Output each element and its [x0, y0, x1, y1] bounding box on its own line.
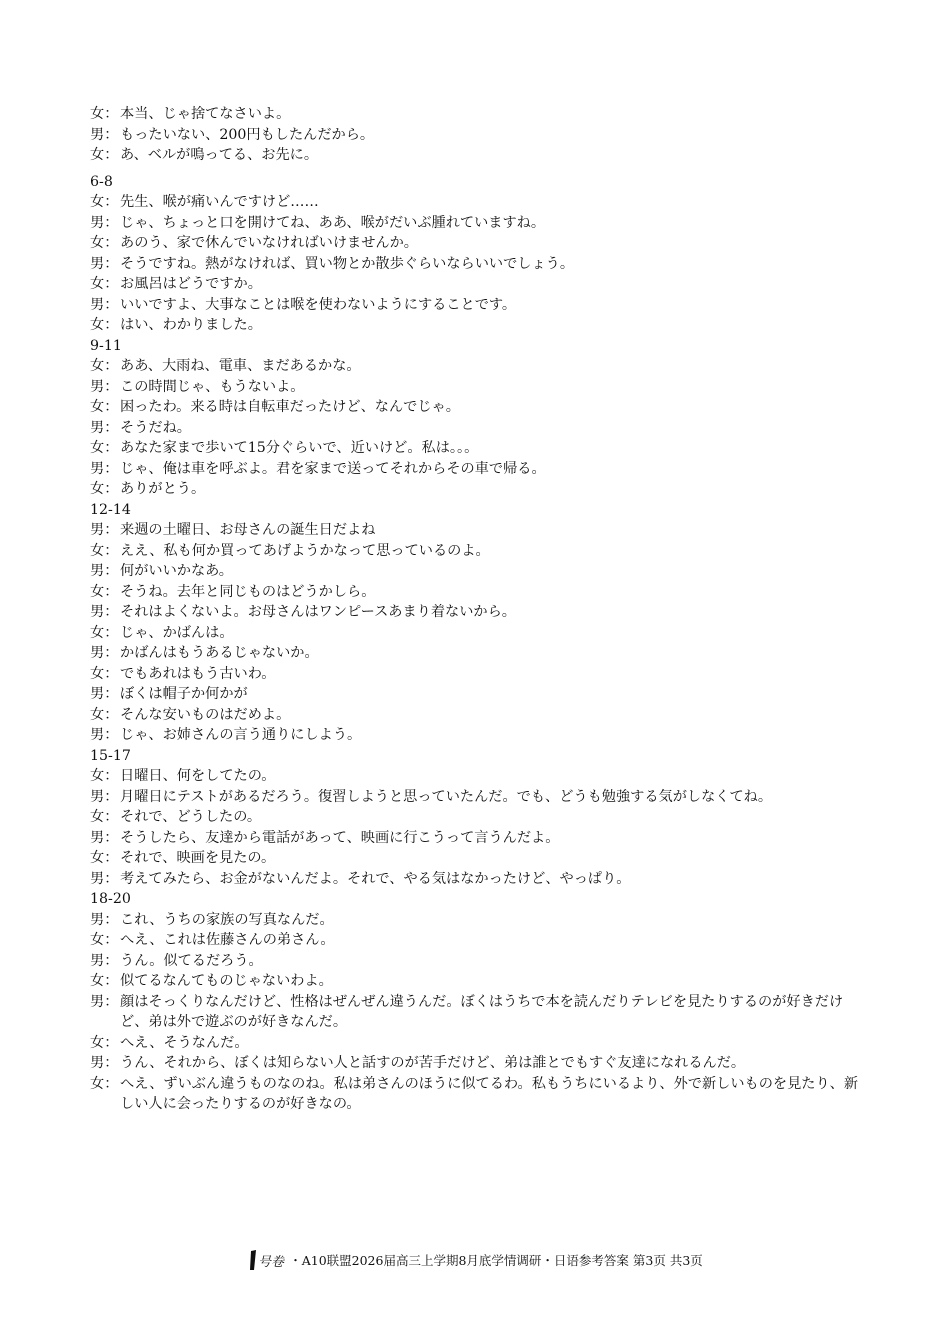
dialogue-line: [90, 1053, 870, 1074]
speaker-label: 女：: [90, 706, 119, 723]
speaker-label: 女：: [90, 194, 119, 210]
line-text: ありがとう。: [120, 481, 206, 497]
speaker-label: 女：: [90, 932, 119, 948]
speaker-label: 女：: [90, 1034, 119, 1051]
speaker-label: 男：: [90, 604, 119, 620]
dialogue-line: [90, 145, 870, 166]
dialogue-line: [90, 869, 870, 890]
brand-logo-icon: [247, 1248, 285, 1272]
dialogue-line: [90, 725, 870, 746]
speaker-label: 女：: [90, 317, 119, 333]
line-text: そんな安いものはだめよ。: [120, 706, 291, 723]
speaker-label: 男：: [90, 296, 119, 313]
line-text: 似てるなんてものじゃないわよ。: [120, 973, 333, 989]
section-heading: 9-11: [90, 337, 122, 354]
dialogue-line: [90, 766, 870, 787]
speaker-label: 女：: [90, 665, 119, 682]
speaker-label: 男：: [90, 563, 119, 579]
speaker-label: 女：: [90, 542, 119, 559]
speaker-label: 女：: [90, 624, 119, 641]
speaker-label: 男：: [90, 727, 119, 743]
transcript: [90, 104, 870, 1115]
dialogue-line: [90, 438, 870, 459]
dialogue-line: [90, 274, 870, 295]
footer-text: ・A10联盟2026届高三上学期8月底学情调研・日语参考答案 第3页 共3页: [289, 1253, 703, 1268]
line-text: それはよくないよ。お母さんはワンピースあまり着ないから。: [120, 604, 516, 620]
dialogue-line: [90, 828, 870, 849]
line-text: へえ、これは佐藤さんの弟さん。: [120, 932, 335, 948]
speaker-label: 男：: [90, 460, 119, 477]
dialogue-line: [90, 356, 870, 377]
dialogue-line: [90, 910, 870, 931]
speaker-label: 男：: [90, 378, 119, 395]
dialogue-line: [90, 213, 870, 234]
line-text: お風呂はどうですか。: [120, 276, 262, 292]
line-text: あのう、家で休んでいなければいけませんか。: [120, 235, 418, 251]
dialogue-line: [90, 104, 870, 125]
dialogue-line: [90, 643, 870, 664]
dialogue-line: [90, 623, 870, 644]
dialogue-line: [90, 602, 870, 623]
page-footer: [0, 1248, 950, 1272]
dialogue-line: [90, 930, 870, 951]
line-text: いいですよ、大事なことは喉を使わないようにすることです。: [120, 296, 517, 313]
line-text: そうですね。熱がなければ、買い物とか散歩ぐらいならいいでしょう。: [120, 255, 575, 272]
speaker-label: 男：: [90, 870, 119, 887]
line-text: じゃ、俺は車を呼ぶよ。君を家まで送ってそれからその車で帰る。: [120, 460, 546, 477]
speaker-label: 女：: [90, 973, 119, 989]
dialogue-line: [90, 418, 870, 439]
dialogue-line: [90, 807, 870, 828]
dialogue-line: [90, 951, 870, 972]
speaker-label: 女：: [90, 106, 119, 122]
dialogue-line: [90, 971, 870, 992]
speaker-label: 女：: [90, 809, 119, 825]
speaker-label: 女：: [90, 1075, 119, 1092]
dialogue-line: [90, 582, 870, 603]
dialogue-line: [90, 520, 870, 541]
dialogue-line: [90, 192, 870, 213]
line-text: じゃ、ちょっと口を開けてね、ああ、喉がだいぶ腫れていますね。: [120, 214, 546, 231]
line-text: ぼくは帽子か何かが: [120, 686, 248, 702]
speaker-label: 男：: [90, 829, 119, 846]
dialogue-line: [90, 705, 870, 726]
dialogue-line: [90, 561, 870, 582]
dialogue-line: [90, 295, 870, 316]
dialogue-line: [90, 992, 870, 1033]
line-text: 本当、じゃ捨てなさいよ。: [120, 106, 291, 122]
speaker-label: 男：: [90, 214, 119, 231]
line-text: そうね。去年と同じものはどうかしら。: [120, 583, 376, 600]
line-text: これ、うちの家族の写真なんだ。: [120, 911, 334, 928]
line-text: かばんはもうあるじゃないか。: [120, 645, 319, 661]
line-text: それで、どうしたの。: [120, 809, 262, 825]
line-text: うん。似てるだろう。: [120, 952, 263, 969]
speaker-label: 男：: [90, 952, 119, 969]
line-text: じゃ、お姉さんの言う通りにしよう。: [120, 727, 362, 743]
line-text: そうしたら、友達から電話があって、映画に行こうって言うんだよ。: [120, 829, 560, 846]
speaker-label: 女：: [90, 850, 119, 866]
section-heading: 15-17: [90, 747, 131, 764]
speaker-label: 男：: [90, 788, 119, 805]
dialogue-line: [90, 459, 870, 480]
speaker-label: 女：: [90, 583, 119, 600]
line-text: 月曜日にテストがあるだろう。復習しようと思っていたんだ。でも、どうも勉強する気がしなくてね。: [120, 788, 773, 805]
line-text: 日曜日、何をしてたの。: [120, 768, 276, 784]
speaker-label: 男：: [90, 255, 119, 272]
speaker-label: 女：: [90, 440, 119, 456]
dialogue-line: [90, 787, 870, 808]
dialogue-line: [90, 479, 870, 500]
line-text: ああ、大雨ね、電車、まだあるかな。: [120, 358, 361, 374]
section-heading: 12-14: [90, 501, 131, 518]
line-text: 顔はそっくりなんだけど、性格はぜんぜん違うんだ。ぼくはうちで本を読んだりテレビを見たりするのが好きだけど、弟は外で遊ぶのが好きなんだ。: [120, 993, 844, 1030]
dialogue-line: [90, 684, 870, 705]
speaker-label: 女：: [90, 399, 119, 415]
section-heading: 6-8: [90, 173, 113, 190]
line-text: ええ、私も何か買ってあげようかなって思っているのよ。: [120, 542, 490, 559]
dialogue-line: [90, 1033, 870, 1054]
section-heading: 18-20: [90, 891, 131, 907]
dialogue-line: [90, 377, 870, 398]
speaker-label: 男：: [90, 1055, 119, 1071]
dialogue-line: [90, 664, 870, 685]
line-text: へえ、そうなんだ。: [120, 1034, 249, 1051]
line-text: あなた家まで歩いて15分ぐらいで、近いけど。私は。。。: [120, 440, 479, 456]
dialogue-line: [90, 125, 870, 146]
dialogue-line: [90, 397, 870, 418]
dialogue-line: [90, 315, 870, 336]
speaker-label: 男：: [90, 126, 119, 143]
speaker-label: 男：: [90, 993, 119, 1010]
line-text: 考えてみたら、お金がないんだよ。それで、やる気はなかったけど、やっぱり。: [120, 870, 631, 887]
svg-text:号卷: 号卷: [258, 1255, 285, 1270]
speaker-label: 女：: [90, 358, 119, 374]
speaker-label: 男：: [90, 419, 119, 436]
line-text: 来週の土曜日、お母さんの誕生日だよね: [120, 522, 376, 538]
line-text: うん、それから、ぼくは知らない人と話すのが苦手だけど、弟は誰とでもすぐ友達になれるんだ。: [120, 1055, 746, 1071]
line-text: 先生、喉が痛いんですけど……: [120, 194, 319, 210]
line-text: そうだね。: [120, 419, 191, 436]
dialogue-line: [90, 541, 870, 562]
speaker-label: 女：: [90, 481, 119, 497]
line-text: でもあれはもう古いわ。: [120, 665, 276, 682]
line-text: この時間じゃ、もうないよ。: [120, 378, 305, 395]
dialogue-line: [90, 254, 870, 275]
speaker-label: 女：: [90, 768, 119, 784]
line-text: 何がいいかなあ。: [120, 563, 233, 579]
line-text: じゃ、かばんは。: [120, 624, 234, 641]
line-text: もったいない、200円もしたんだから。: [120, 126, 375, 143]
speaker-label: 女：: [90, 276, 119, 292]
dialogue-line: [90, 1074, 870, 1115]
speaker-label: 男：: [90, 645, 119, 661]
speaker-label: 女：: [90, 235, 119, 251]
dialogue-line: [90, 233, 870, 254]
line-text: 困ったわ。来る時は自転車だったけど、なんでじゃ。: [120, 399, 460, 415]
speaker-label: 女：: [90, 147, 119, 163]
line-text: はい、わかりました。: [120, 317, 262, 333]
speaker-label: 男：: [90, 686, 119, 702]
line-text: それで、映画を見たの。: [120, 850, 276, 866]
speaker-label: 男：: [90, 911, 119, 928]
line-text: あ、ベルが鳴ってる、お先に。: [120, 147, 319, 163]
line-text: へえ、ずいぶん違うものなのね。私は弟さんのほうに似てるわ。私もうちにいるより、外で新しいものを見たり、新しい人に会ったりするのが好きなの。: [120, 1075, 859, 1112]
dialogue-line: [90, 848, 870, 869]
speaker-label: 男：: [90, 522, 119, 538]
